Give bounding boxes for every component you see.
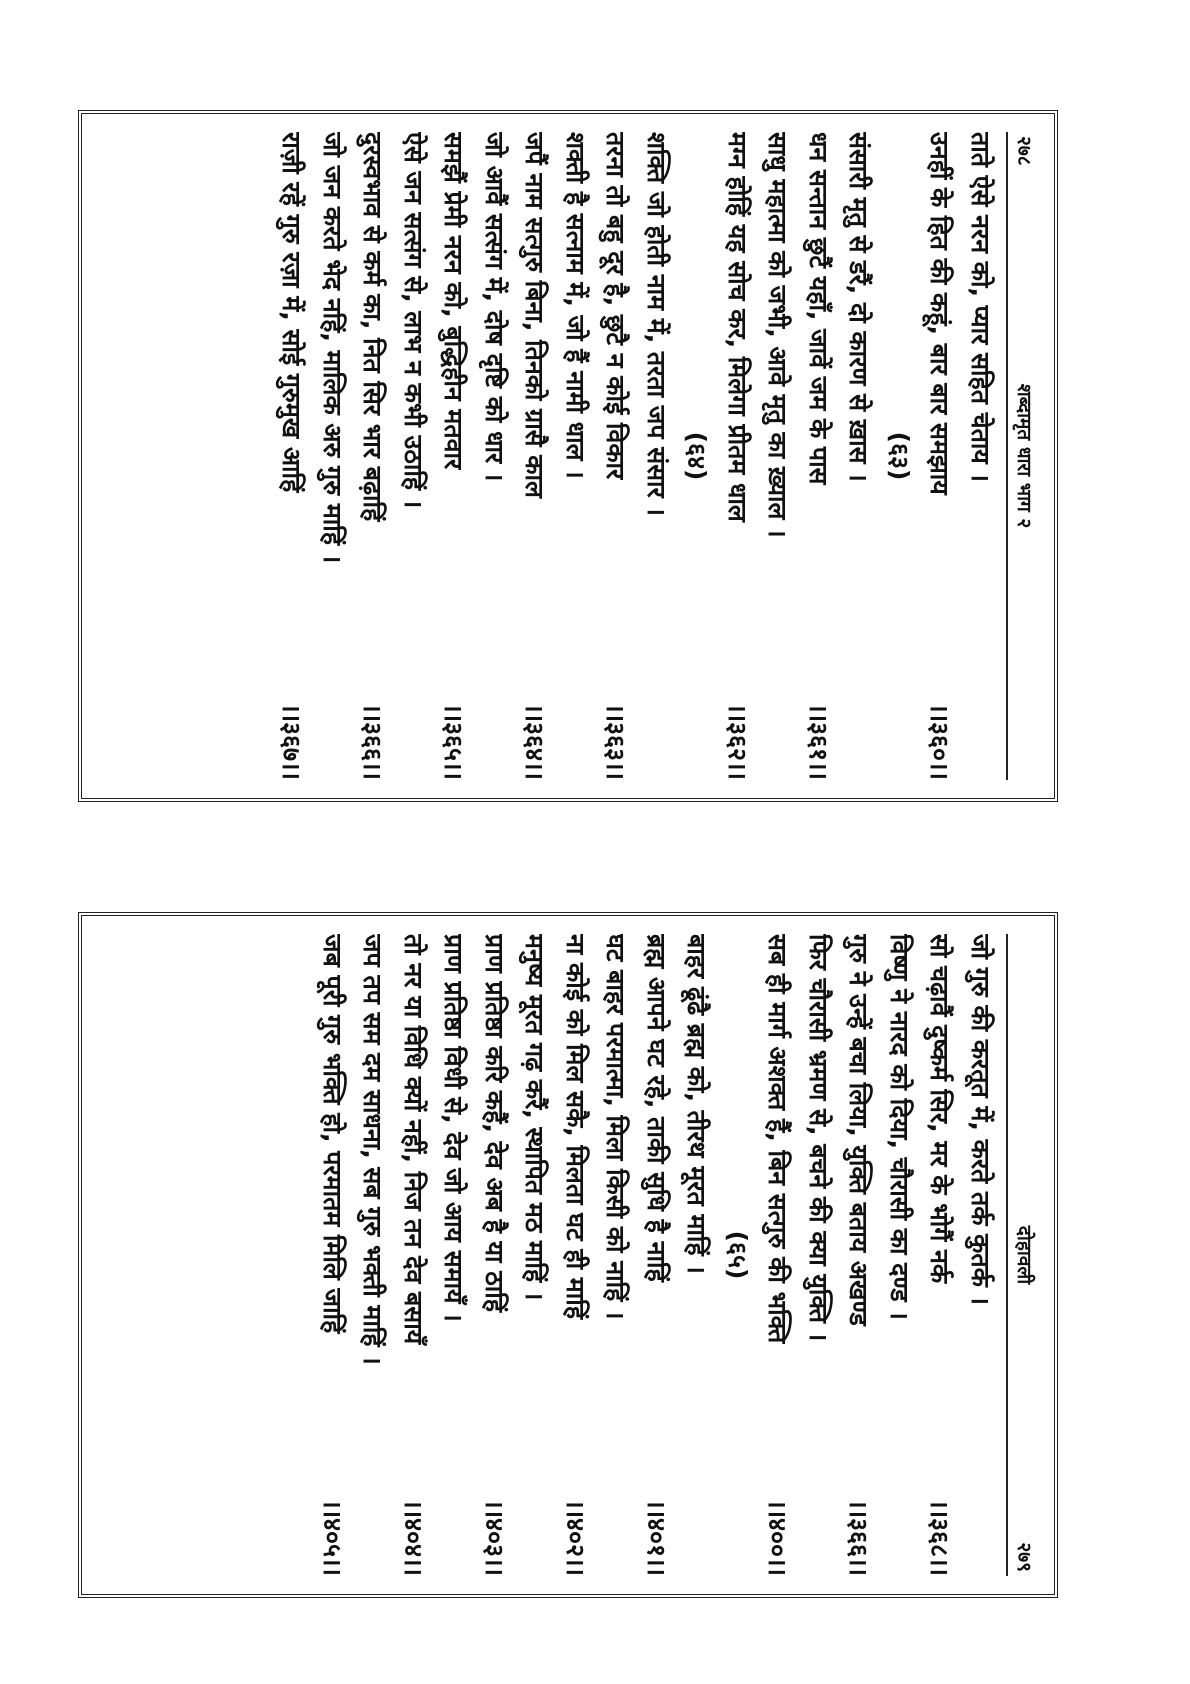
verse-text: घट बाहर परमात्मा, मिला किसी को नाहिं ।: [601, 934, 631, 1320]
verse-line: [433, 132, 474, 780]
verse-number: ।।४०२।।: [561, 1499, 590, 1576]
verse-text: जो गुरु की करतूत में, करते तर्क कुतर्क ।: [966, 934, 995, 1305]
verse-text: प्राण प्रतिष्ठा विधी से, देव जो आय समायँ ।: [439, 934, 469, 1322]
verse-text: शक्ति जो होती नाम में, तरता जप संसार ।: [642, 132, 671, 516]
verse-line: [595, 934, 636, 1576]
verse-number: ।।३६०।।: [925, 703, 955, 780]
verse-number: ।।३६२।।: [723, 703, 752, 780]
verse-number: ।।३६७।।: [277, 703, 307, 780]
running-title: दोहावली: [1013, 1225, 1035, 1285]
verse-line: [717, 132, 758, 780]
verse-text: ताते ऐसे नरन को, प्यार सहित चेताय ।: [966, 132, 995, 482]
section-number: [879, 132, 920, 780]
section-number: [717, 934, 758, 1576]
verse-line: [555, 132, 596, 780]
page-header: [1006, 132, 1044, 780]
verse-list: [312, 934, 1001, 1576]
verse-number: ।।३६४।।: [520, 703, 550, 780]
page-number: २७९: [1013, 1542, 1035, 1572]
section-number: [676, 132, 717, 780]
verse-number: ।।३६६।।: [844, 1499, 874, 1576]
verse-line: [838, 132, 879, 780]
verse-text: मनुष्य मूरत गढ़ करैं, स्थापित मठ माहिं ।: [520, 934, 550, 1301]
verse-text: ऐसे जन सत्संग से, लाभ न कभी उठाहिं ।: [399, 132, 428, 509]
verse-text: धन सन्तान छुटैं यहाँ, जावें जम के पास: [804, 132, 833, 485]
verse-number: ।।४०५।।: [318, 1499, 347, 1576]
verse-text: जो आवैं सत्संग में, दोष दृष्टि को धार ।: [480, 132, 509, 482]
verse-line: [757, 132, 798, 780]
verse-text: तो नर या विधि क्यों नहीं, निज तन देव बसायँ: [399, 934, 428, 1345]
verse-number: ।।४०४।।: [399, 1499, 428, 1576]
verse-text: प्राण प्रतिष्ठा करि कहैं, देव अब है या ठाहिं: [480, 934, 509, 1312]
verse-text: तरना तो बहु दूर है, छुटै न कोई विकार: [601, 132, 631, 480]
verse-line: [271, 132, 312, 780]
verse-text: फिर चौरासी भ्रमण से, बचने की क्या युक्ति ।: [804, 934, 833, 1342]
verse-text: समझैं प्रेमी नरन को, बुद्धिहीन मतवार: [439, 132, 469, 470]
verse-line: [514, 132, 555, 780]
verse-text: ना कोई को मिल सकै, मिलता घट ही माहिं: [561, 934, 590, 1319]
right-page-content: [86, 920, 1050, 1590]
verse-line: [312, 132, 353, 780]
verse-number: ।।३६६।।: [358, 703, 388, 780]
verse-text: सब ही मार्ग अशक्त हैं, बिन सत्गुरु की भक्ति: [763, 934, 793, 1344]
verse-text: साधु महात्मा को जभी, आवे मृतु का ख़्याल ।: [763, 132, 793, 538]
page-number: २७८: [1013, 136, 1035, 166]
verse-text: जब पूरी गुरु भक्ति हो, परमातम मिलि जाहिं: [318, 934, 347, 1334]
verse-line: [474, 934, 515, 1576]
verse-number: ।।३६५।।: [439, 703, 469, 780]
verse-text: विष्णु ने नारद को दिया, चौरासी का दण्ड ।: [885, 934, 914, 1320]
verse-text: ब्रह्म आपने घट रहे, ताकी सुधि है नाहिं: [642, 934, 671, 1282]
verse-line: [919, 934, 960, 1576]
verse-text: जप तप सम दम साधना, सब गुरु भक्ती माहिं ।: [358, 934, 388, 1365]
verse-line: [312, 934, 353, 1576]
verse-text: बाहर ढूंढै ब्रह्म को, तीरथ मूरत माहिं ।: [682, 934, 712, 1274]
verse-text: दुरस्वभाव से कर्म का, नित सिर भार बढ़ाहिं: [358, 132, 388, 522]
verse-number: ।।३६३।।: [601, 703, 631, 780]
verse-number: ।।३६८।।: [925, 1499, 955, 1576]
verse-line: [433, 934, 474, 1576]
right-page: [78, 912, 1058, 1598]
verse-text: उनहीं के हित की कहूं, बार बार समझाय: [925, 132, 955, 495]
verse-line: [798, 934, 839, 1576]
verse-line: [879, 934, 920, 1576]
running-title: शब्दामृत धारा भाग २: [1013, 383, 1035, 529]
page-header: [1006, 934, 1044, 1576]
verse-line: [514, 934, 555, 1576]
verse-text: (६५): [723, 1230, 752, 1280]
verse-text: (६४): [682, 431, 712, 481]
verse-text: राज़ी रहें गुरु रज़ा में, सोई गुरुमुख आहिं: [277, 132, 307, 493]
verse-line: [393, 132, 434, 780]
verse-line: [676, 934, 717, 1576]
verse-text: शक्ती है सत्नाम में, जो हैं नामी धाल ।: [561, 132, 590, 479]
verse-line: [757, 934, 798, 1576]
verse-line: [919, 132, 960, 780]
verse-line: [352, 934, 393, 1576]
verse-line: [555, 934, 596, 1576]
verse-number: ।।४०१।।: [642, 1499, 671, 1576]
verse-line: [595, 132, 636, 780]
verse-number: ।।३६१।।: [804, 703, 833, 780]
verse-list: [271, 132, 1000, 780]
left-page: [78, 110, 1058, 802]
verse-line: [636, 132, 677, 780]
verse-line: [474, 132, 515, 780]
verse-text: संसारी मृतु से डरैं, दो कारण से ख़ास ।: [844, 132, 874, 482]
verse-text: (६३): [885, 431, 914, 481]
verse-line: [352, 132, 393, 780]
verse-line: [960, 934, 1001, 1576]
verse-line: [636, 934, 677, 1576]
left-page-content: [86, 118, 1050, 794]
verse-text: मग्न होहिं यह सोच कर, मिलेगा प्रीतम धाल: [723, 132, 752, 522]
verse-text: गुरु ने उन्हें बचा लिया, युक्ति बताय अखण्ड: [844, 934, 874, 1326]
verse-number: ।।४०३।।: [480, 1499, 509, 1576]
verse-number: ।।४००।।: [763, 1499, 793, 1576]
verse-line: [838, 934, 879, 1576]
verse-line: [960, 132, 1001, 780]
verse-line: [798, 132, 839, 780]
verse-text: सो चढ़ावैं दुष्कर्म सिर, मर के भोगैं नर्क: [925, 934, 955, 1284]
verse-text: जपैं नाम सत्गुरु बिना, तिनको ग्रासै काल: [520, 132, 550, 498]
verse-line: [393, 934, 434, 1576]
verse-text: जो जन करते भेद नहिं, मालिक अरु गुरु माहिं ।: [318, 132, 347, 564]
